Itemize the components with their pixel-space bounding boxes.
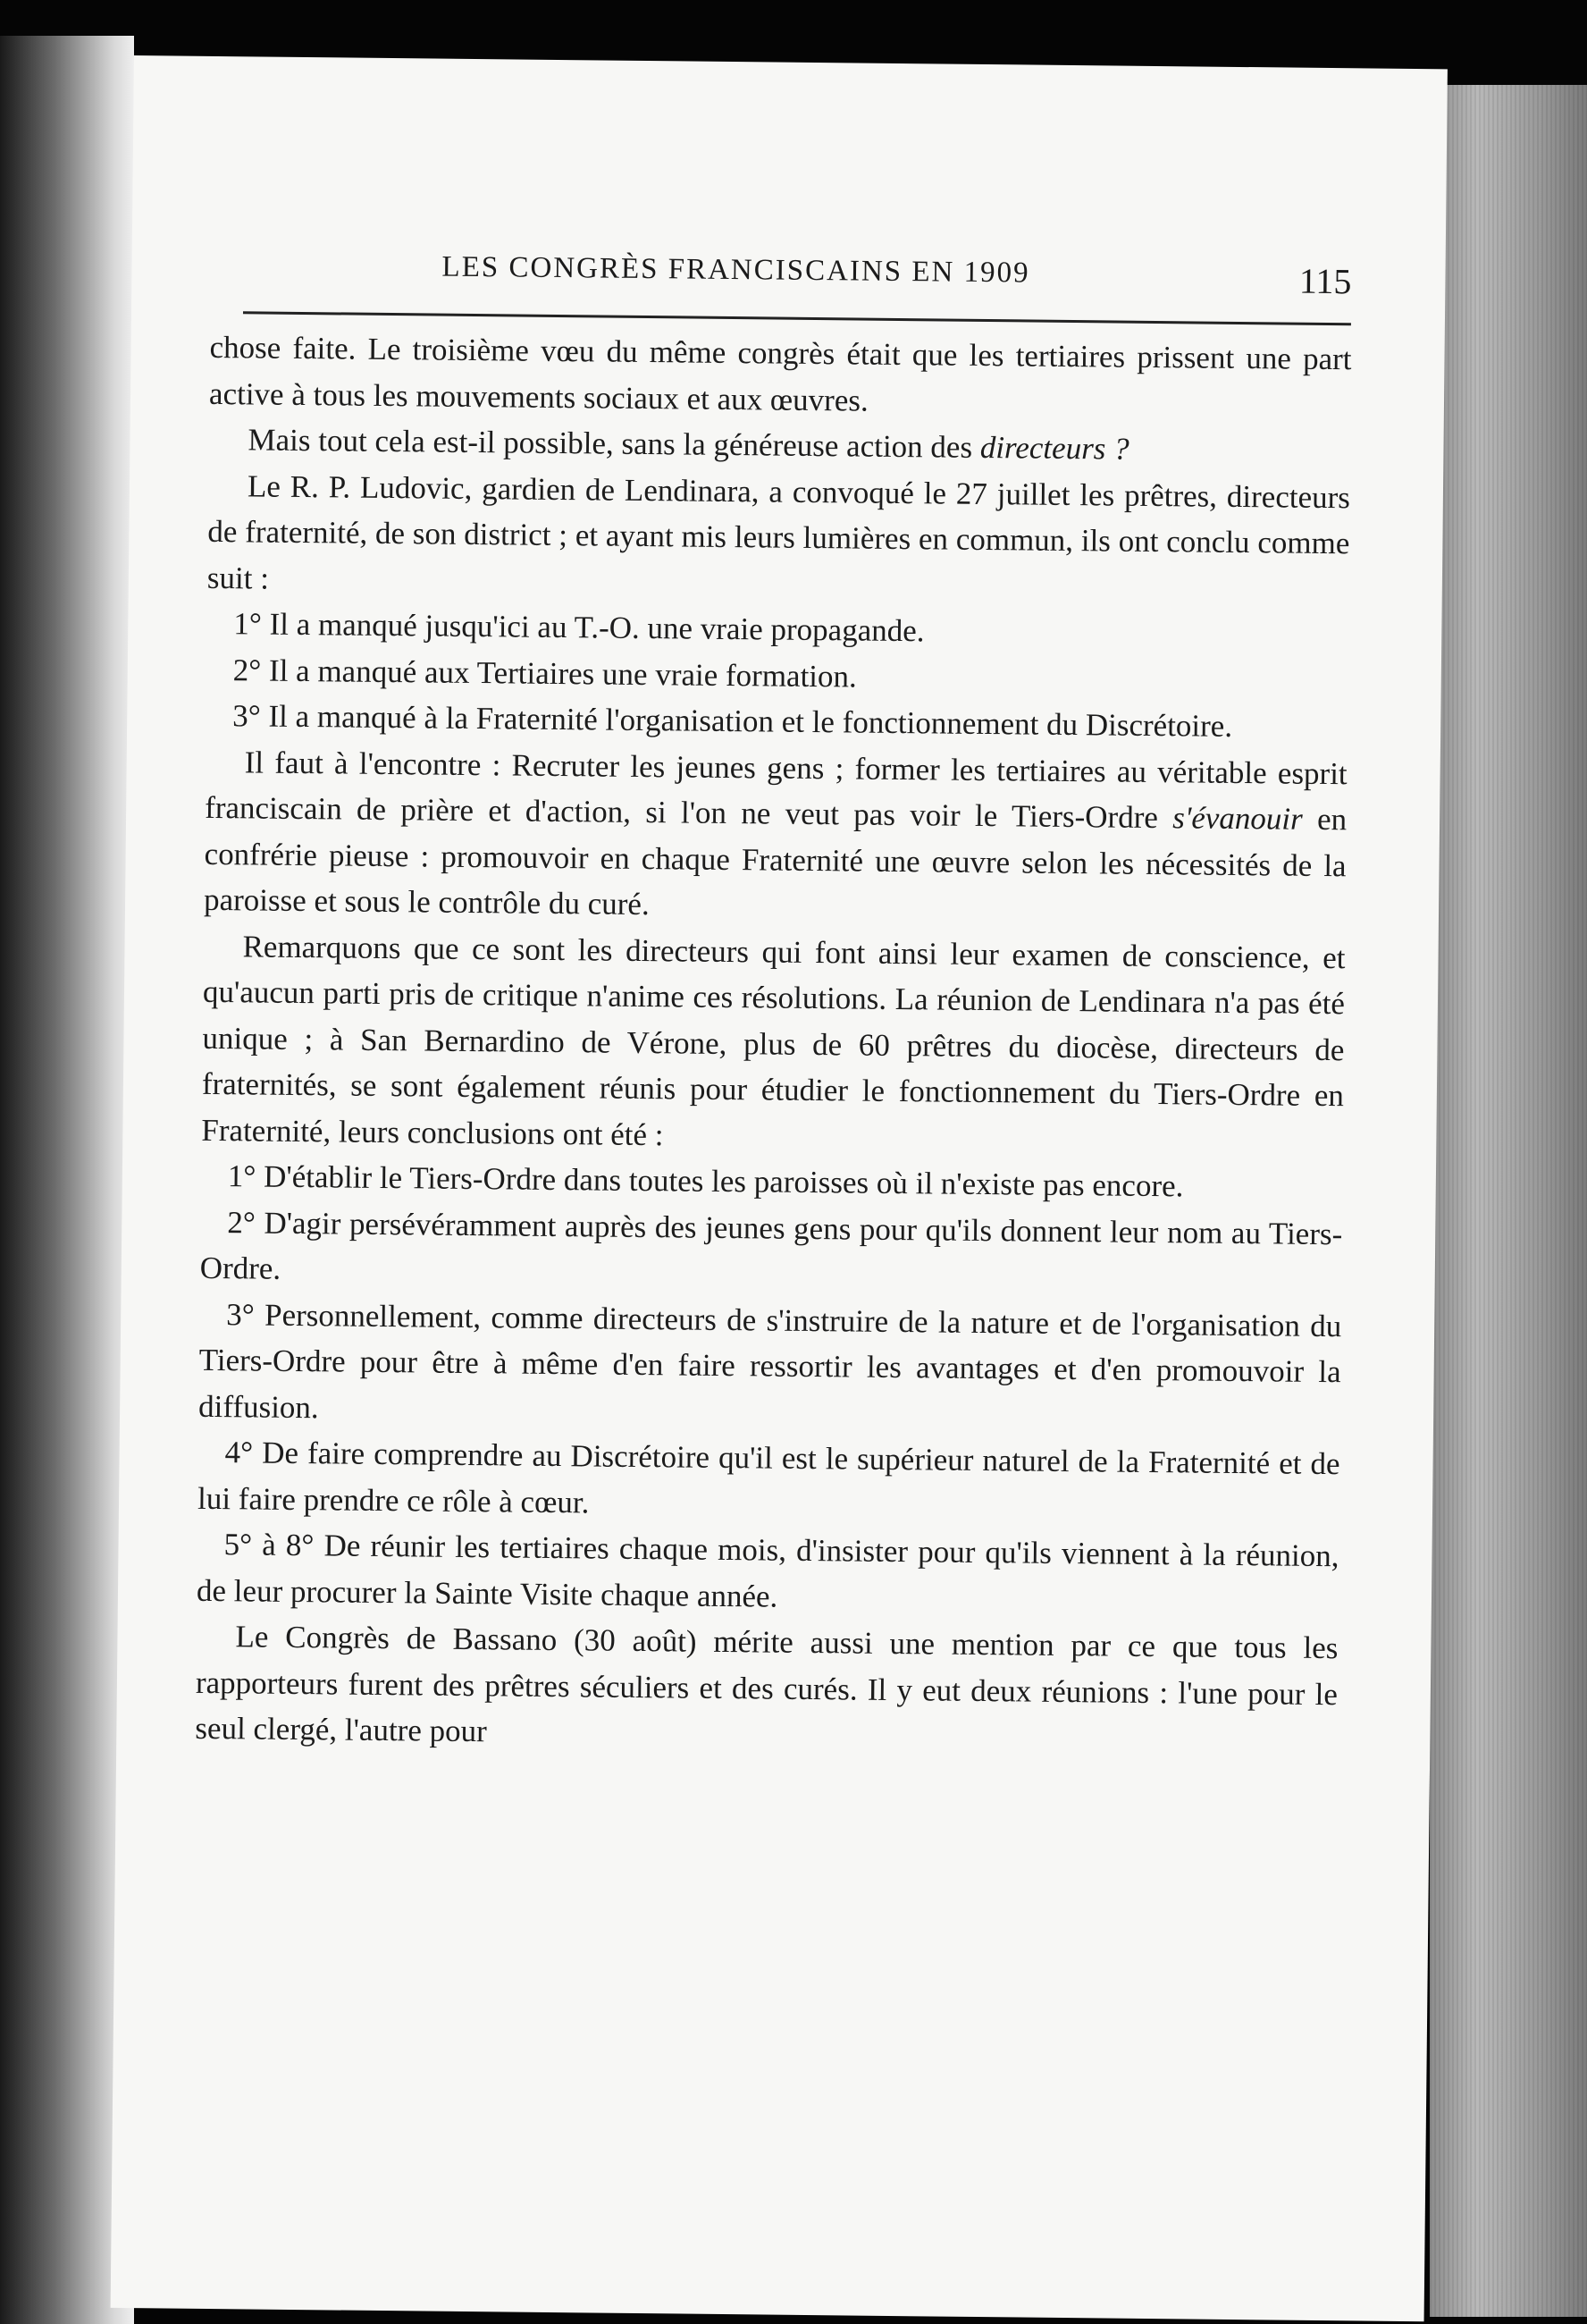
paragraph-text: chose faite. Le troisième vœu du même congrès était que les tertiaires prissent une part active à tous les mouvements sociaux et aux œuvres. xyxy=(208,329,1352,418)
list-item-text: 5° à 8° De réunir les tertiaires chaque mois, d'insister pour qu'ils viennent à la réunion, de leur procurer la Sainte Visite chaque année. xyxy=(196,1527,1339,1614)
list-item-text: 3° Personnellement, comme directeurs de s'instruire de la nature et de l'organisation du Tiers-Ordre pour être à même d'en faire ressortir les avantages et d'en promouvoir la diffusion. xyxy=(197,1296,1342,1425)
list-item xyxy=(197,1521,1339,1625)
paragraph xyxy=(204,738,1348,934)
list-item xyxy=(197,1429,1340,1533)
page-number: 115 xyxy=(1298,260,1352,302)
body-text xyxy=(195,324,1352,1764)
paragraph-text-after: en confrérie pieuse : promouvoir en chaque Fraternité une œuvre selon les nécessités de la paroisse et sous le contrôle du curé. xyxy=(203,801,1348,922)
list-item-text: 4° De faire comprendre au Discrétoire qu'il est le supérieur naturel de la Fraternité et de lui faire prendre ce rôle à cœur. xyxy=(197,1435,1340,1520)
paragraph-emphasis: s'évanouir xyxy=(1172,800,1303,837)
paragraph-text: Le Congrès de Bassano (30 août) mérite aussi une mention par ce que tous les rapporteurs furent des prêtres séculiers et des curés. Il y eut deux réunions : l'une pour le seul clergé, l'autre pour xyxy=(195,1619,1339,1749)
list-item xyxy=(198,1291,1342,1441)
list-item-text: 1° D'établir le Tiers-Ordre dans toutes les paroisses où il n'existe pas encore. xyxy=(227,1158,1184,1204)
list-item-text: 3° Il a manqué à la Fraternité l'organisation et le fonctionnement du Discrétoire. xyxy=(232,698,1233,744)
paragraph-text: Remarquons que ce sont les directeurs qui font ainsi leur examen de conscience, et qu'aucun parti pris de critique n'anime ces résolutions. La réunion de Lendinara n'a pas été unique ; à San Bernardino de Vérone, plus de 60 prêtres du diocèse, directeurs de fraternités, se sont également réunis pour étudier le fonctionnement du Tiers-Ordre en Fraternité, leurs conclusions ont été : xyxy=(201,928,1346,1152)
running-head xyxy=(243,248,1352,325)
paragraph-text: Il faut à l'encontre : Recruter les jeunes gens ; former les tertiaires au véritable esprit franciscain de prière et d'action, si l'on ne veut pas voir le Tiers-Ordre xyxy=(204,744,1348,836)
list-item xyxy=(200,1199,1343,1302)
paragraph xyxy=(209,324,1352,428)
paragraph xyxy=(195,1613,1339,1764)
running-head-title: LES CONGRÈS FRANCISCAINS EN 1909 xyxy=(441,250,1030,290)
paragraph-text: Le R. P. Ludovic, gardien de Lendinara, a convoqué le 27 juillet les prêtres, directeurs de fraternité, de son district ; et ayant mis leurs lumières en commun, ils ont conclu comme suit : xyxy=(206,467,1351,596)
book-page xyxy=(111,55,1448,2321)
list-item-text: 1° Il a manqué jusqu'ici au T.-O. une vraie propagande. xyxy=(233,606,925,649)
list-item-text: 2° D'agir persévéramment auprès des jeunes gens pour qu'ils donnent leur nom au Tiers-Ordre. xyxy=(199,1204,1343,1286)
paragraph xyxy=(207,462,1351,612)
list-item-text: 2° Il a manqué aux Tertiaires une vraie formation. xyxy=(232,652,857,695)
paragraph-emphasis: directeurs ? xyxy=(979,429,1129,467)
paragraph xyxy=(201,922,1346,1165)
paragraph-text: Mais tout cela est-il possible, sans la généreuse action des xyxy=(248,422,981,465)
page-block-edge xyxy=(1430,85,1587,2317)
